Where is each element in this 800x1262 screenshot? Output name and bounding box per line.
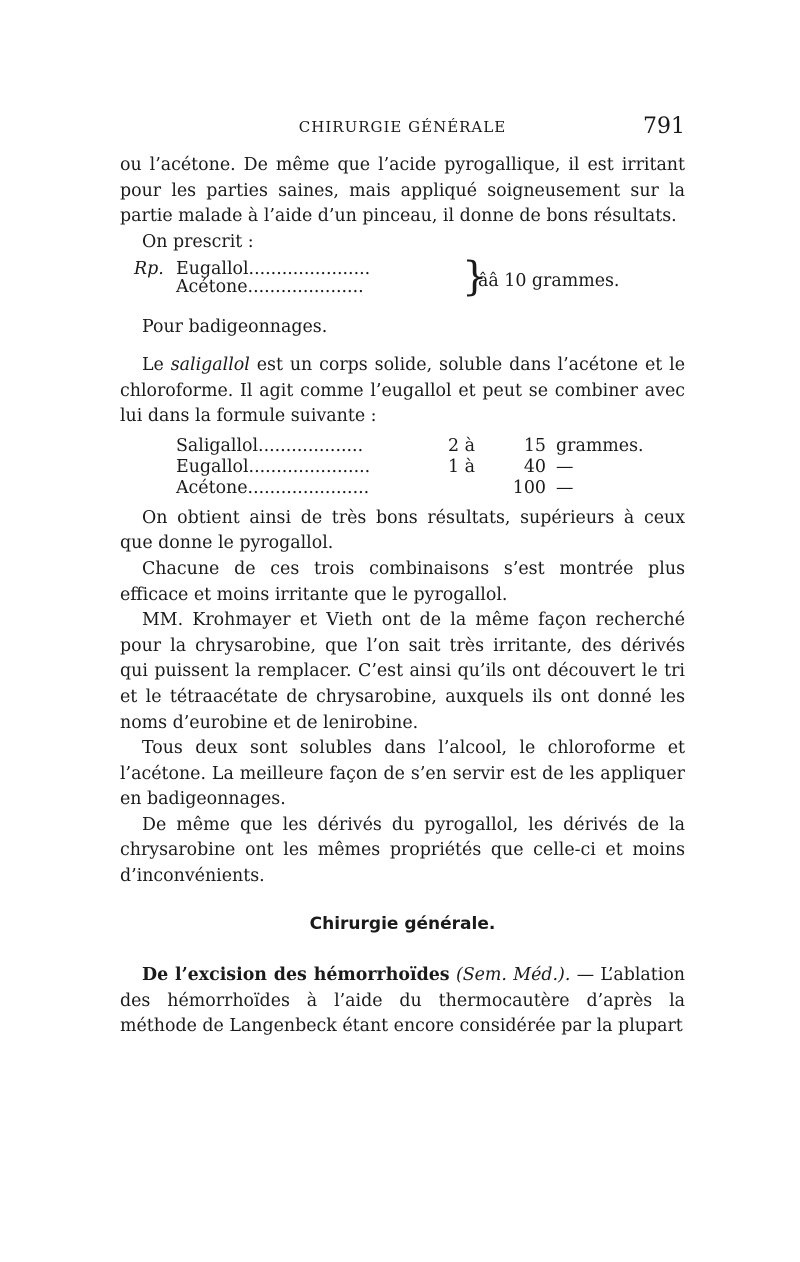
formula-row: [176, 457, 636, 478]
article-title: De l’excision des hémorrhoïdes: [142, 965, 450, 986]
formula-unit: —: [556, 477, 574, 498]
formula-table: [120, 432, 685, 502]
paragraph-solubility: Tous deux sont solubles dans l’alcool, le chloroforme et l’acétone. La meilleure façon de s’en servir est de les appliquer en badigeonnages.: [120, 738, 685, 810]
formula-unit: grammes.: [556, 435, 644, 456]
formula-unit: —: [556, 456, 574, 477]
page-header: [120, 114, 685, 142]
paragraph-1: ou l’acétone. De même que l’acide pyrogallique, il est irritant pour les parties saines, mais appliqué soigneusement sur la partie malade à l’aide d’un pinceau, il donne de bons résultats.: [120, 155, 685, 227]
formula-name: Eugallol......................: [176, 456, 371, 477]
saligallol-text-start: Le: [142, 354, 171, 375]
paragraph-combinations: Chacune de ces trois combinaisons s’est montrée plus efficace et moins irritante que le pyrogallol.: [120, 558, 685, 605]
formula-name: Saligallol...................: [176, 435, 364, 456]
article-source: (Sem. Méd.).: [455, 965, 571, 986]
formula-qty-min: 1 à: [448, 456, 475, 477]
paragraph-usage: Pour badigeonnages.: [142, 317, 328, 338]
formula-name: Acétone......................: [176, 477, 370, 498]
paragraph-chrysarobine: MM. Krohmayer et Vieth ont de la même façon recherché pour la chrysarobine, que l’on sait très irritante, des dérivés qui puissent la remplacer. C’est ainsi qu’ils ont découvert le tri et le tétraacétate de chrysarobine, auxquels ils ont donné les noms d’eurobine et de lenirobine.: [120, 610, 685, 733]
page-number: 791: [643, 114, 685, 139]
paragraph-saligallol: [120, 353, 685, 430]
prescription-dose: ââ 10 grammes.: [478, 271, 620, 292]
paragraph-results: On obtient ainsi de très bons résultats, supérieurs à ceux que donne le pyrogallol.: [120, 507, 685, 554]
section-title: Chirurgie générale.: [309, 913, 496, 934]
running-head: CHIRURGIE GÉNÉRALE: [298, 118, 507, 136]
formula-qty-max: 100: [512, 477, 546, 498]
paragraph-prescription-intro: On prescrit :: [142, 231, 254, 252]
brace-symbol: }: [462, 254, 488, 301]
formula-qty-max: 15: [523, 435, 546, 456]
saligallol-text-rest: est un corps solide, soluble dans l’acétone et le chloroforme. Il agit comme l’eugallol et peut se combiner avec lui dans la formule suivante :: [120, 354, 685, 427]
prescription-block: [120, 255, 685, 315]
formula-qty-max: 40: [523, 456, 546, 477]
prescription-prefix: Rp.: [134, 259, 164, 280]
paragraph-hemorrhoids: [120, 963, 685, 1040]
prescription-row-eugallol: Eugallol......................: [176, 259, 371, 280]
page-body: [120, 153, 685, 1040]
saligallol-term: saligallol: [170, 354, 250, 375]
article-text: — L’ablation des hémorrhoïdes à l’aide du thermocautère d’après la méthode de Langenbeck étant encore considérée par la plupart: [120, 965, 685, 1037]
formula-row: [176, 435, 644, 457]
paragraph-derivatives: De même que les dérivés du pyrogallol, les dérivés de la chrysarobine ont les mêmes propriétés que celle-ci et moins d’inconvénients.: [120, 814, 685, 887]
formula-row: [176, 478, 636, 499]
prescription-row-acetone: Acétone.....................: [176, 277, 364, 298]
formula-qty-min: 2 à: [448, 435, 475, 456]
